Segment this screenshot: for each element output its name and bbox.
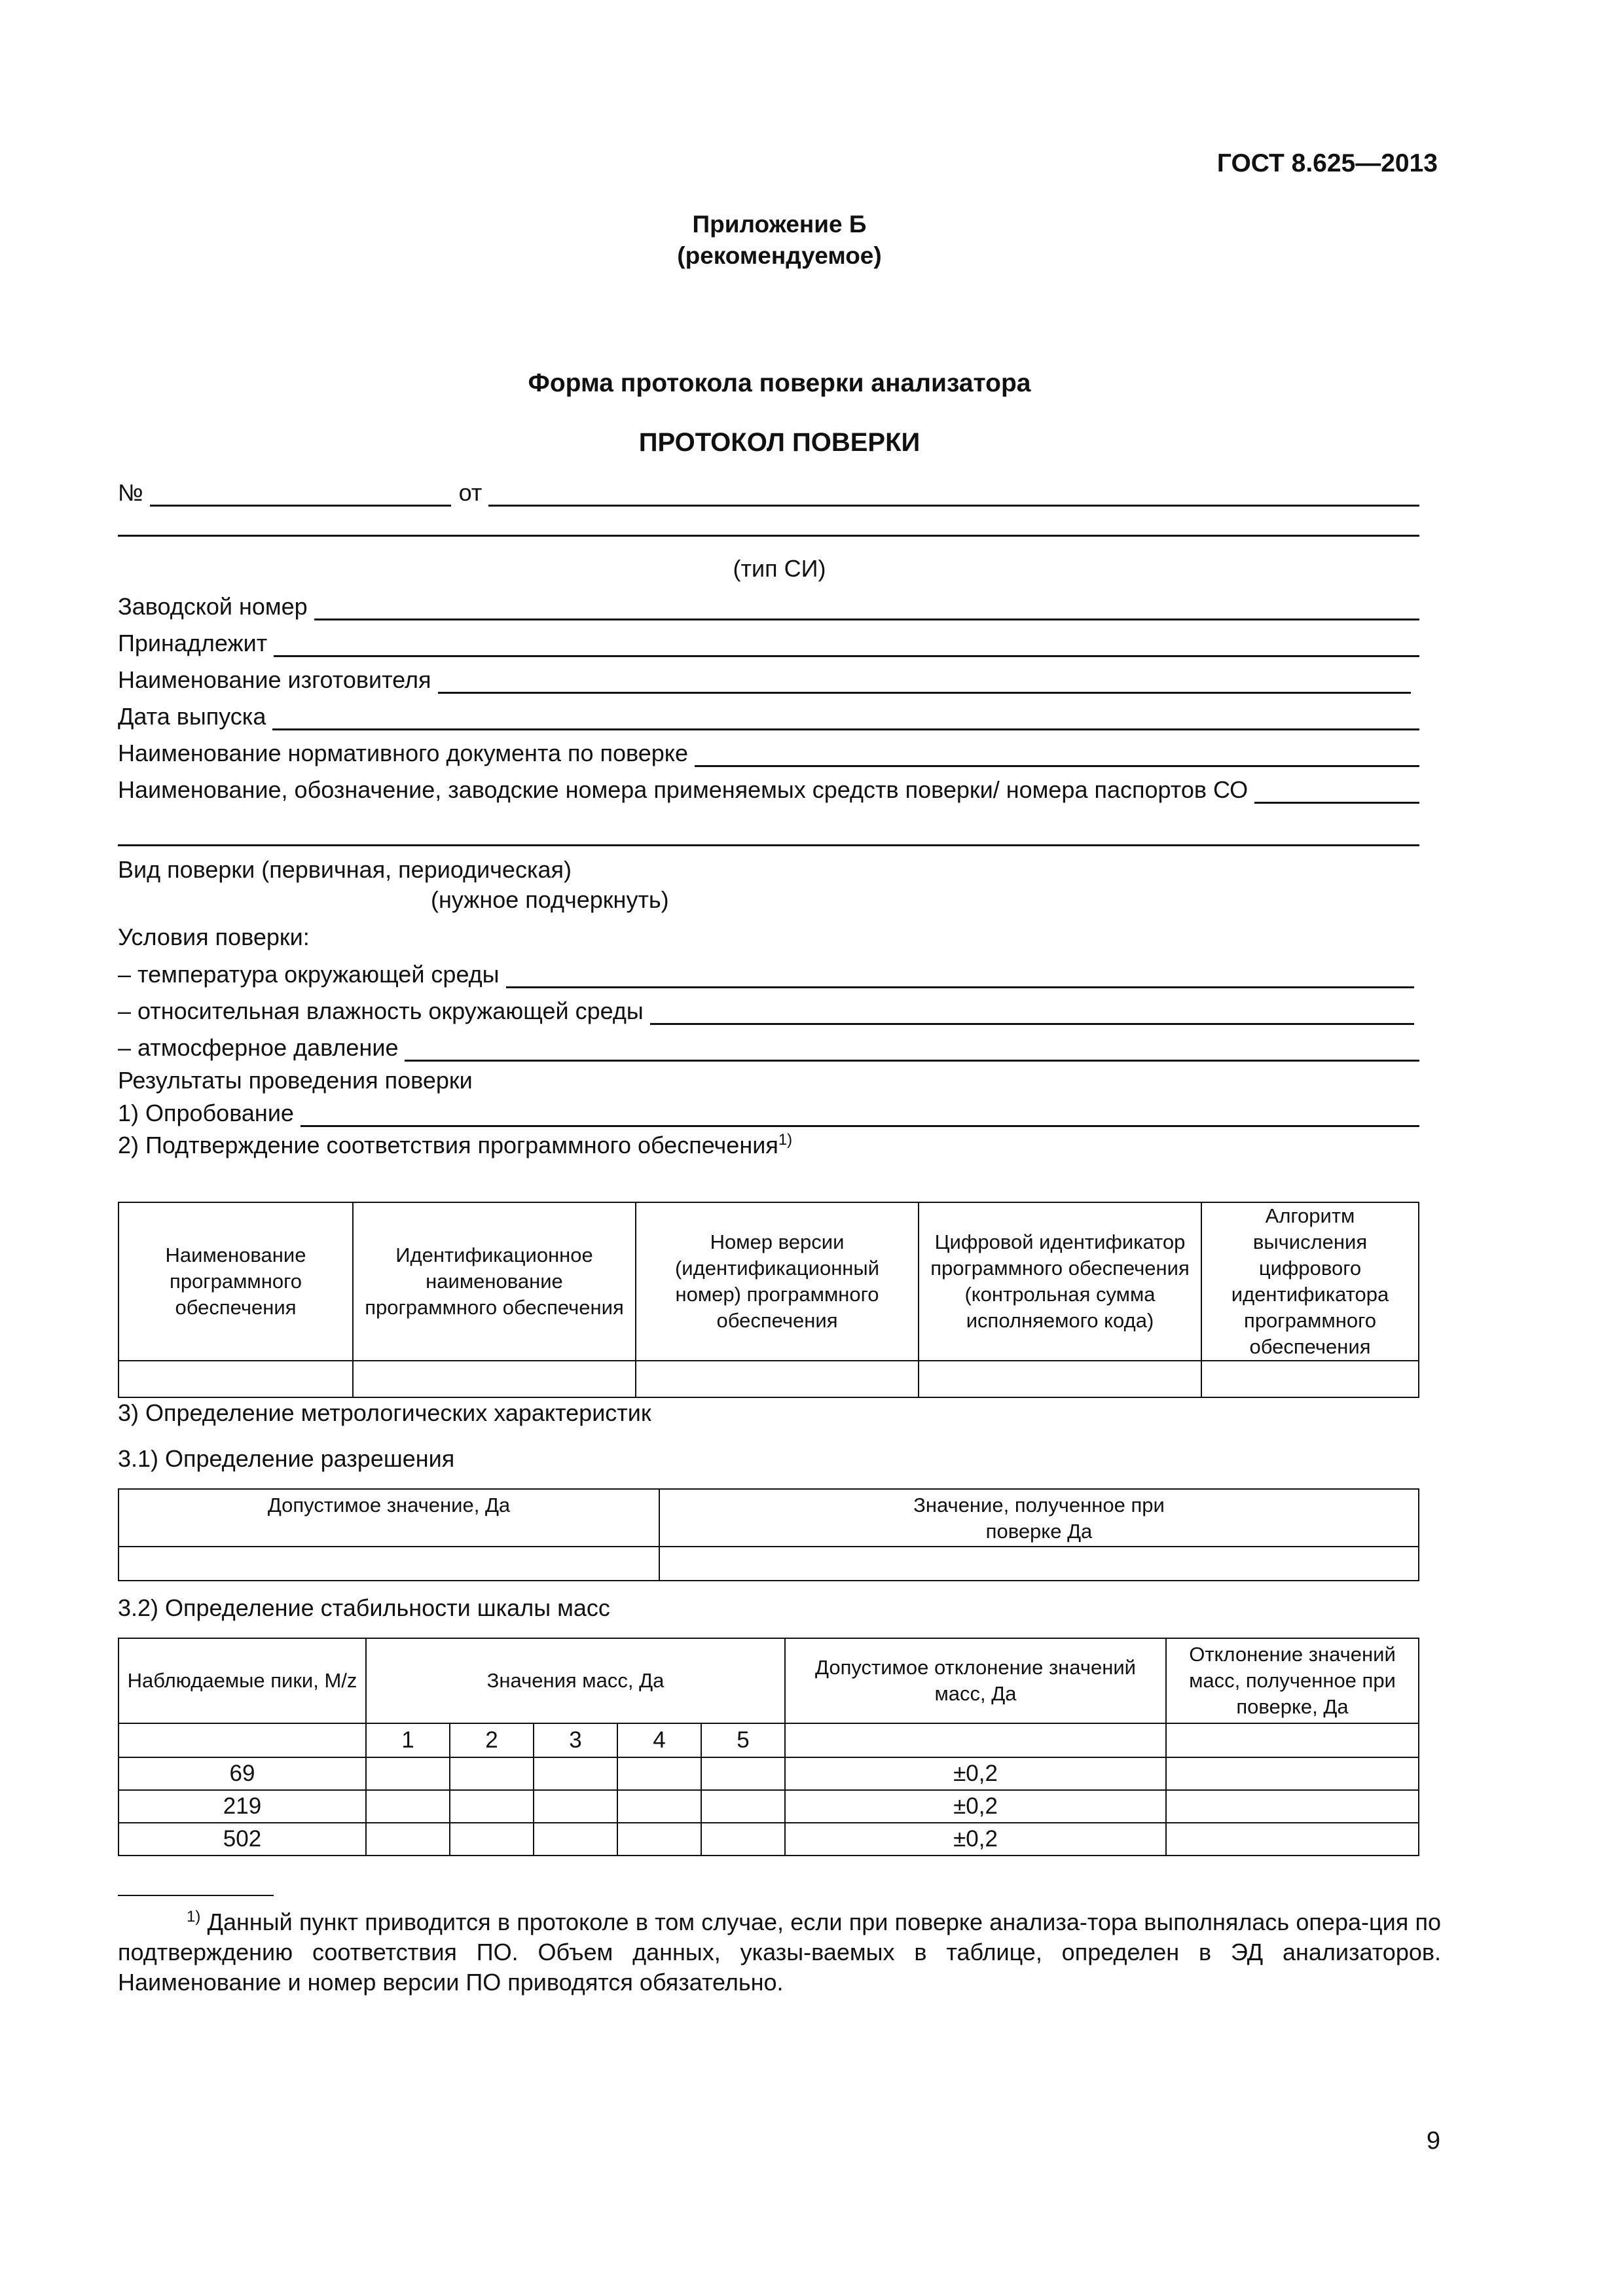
input-cell[interactable] (1201, 1361, 1419, 1397)
header-cell: Значения масс, Да (366, 1638, 785, 1723)
footnote-text: Данный пункт приводится в протоколе в том случае, если при поверке анализа-тора выполнялась опера-ция по подтверждению соответствия ПО. Объем данных, указы-ваемых в таблице, определен в ЭД анализаторов. Наименование и номер версии ПО приводятся обязательно. (118, 1909, 1441, 1996)
humidity-field[interactable] (650, 1003, 1414, 1025)
verification-means-field[interactable] (1254, 782, 1419, 804)
header-cell: Номер версии (идентификационный номер) программного обеспечения (636, 1202, 919, 1361)
footnote-rule (118, 1895, 274, 1896)
input-cell[interactable] (701, 1757, 785, 1790)
owner-field[interactable] (274, 636, 1419, 657)
input-cell[interactable] (366, 1790, 450, 1823)
peak-cell: 502 (119, 1823, 366, 1856)
results-label: Результаты проведения поверки (118, 1067, 473, 1094)
protocol-number-line (118, 478, 1419, 507)
serial-number-field[interactable] (314, 599, 1419, 620)
type-caption: (тип СИ) (733, 555, 826, 582)
mass-table (118, 1638, 1419, 1856)
input-cell[interactable] (450, 1790, 534, 1823)
header-cell: Идентификационное наименование программного обеспечения (353, 1202, 636, 1361)
table-row (119, 1757, 1419, 1790)
software-table (118, 1202, 1419, 1398)
field-label: Наименование, обозначение, заводские номера применяемых средств поверки/ номера паспортов СО (118, 776, 1249, 803)
serial-number-line (118, 592, 1419, 620)
peak-cell: 69 (119, 1757, 366, 1790)
humidity-line (118, 996, 1414, 1025)
header-cell: Допустимое значение, Да (119, 1489, 659, 1547)
normative-document-field[interactable] (695, 745, 1419, 767)
verification-means-line (118, 775, 1419, 804)
input-cell[interactable] (353, 1361, 636, 1397)
input-cell[interactable] (534, 1790, 617, 1823)
header-cell: Наблюдаемые пики, M/z (119, 1638, 366, 1723)
page-number: 9 (1426, 2127, 1440, 2155)
table-row (119, 1823, 1419, 1856)
input-cell[interactable] (617, 1823, 701, 1856)
sub-column: 1 (366, 1723, 450, 1757)
header-cell: Допустимое отклонение значений масс, Да (785, 1638, 1166, 1723)
header-cell: Алгоритм вычисления цифрового идентификатора программного обеспечения (1201, 1202, 1419, 1361)
sub-column: 2 (450, 1723, 534, 1757)
pressure-field[interactable] (405, 1040, 1419, 1062)
testing-line (118, 1098, 1419, 1127)
tolerance-cell: ±0,2 (785, 1790, 1166, 1823)
footnote-marker: 1) (187, 1908, 201, 1926)
field-label: Заводской номер (118, 593, 308, 620)
software-section-label (118, 1131, 792, 1159)
input-cell[interactable] (534, 1757, 617, 1790)
header-text: Значение, полученное при поверке Да (913, 1494, 1165, 1543)
sub-column: 3 (534, 1723, 617, 1757)
sub-column: 4 (617, 1723, 701, 1757)
testing-label: 1) Опробование (118, 1100, 294, 1126)
software-label: 2) Подтверждение соответствия программного обеспечения (118, 1132, 778, 1158)
instrument-type-field[interactable] (118, 535, 1419, 537)
blank-cell (1166, 1723, 1419, 1757)
input-cell[interactable] (1166, 1790, 1419, 1823)
input-cell[interactable] (450, 1757, 534, 1790)
pressure-line (118, 1033, 1419, 1062)
appendix-status: (рекомендуемое) (677, 242, 882, 269)
table-row (119, 1790, 1419, 1823)
number-label: № (118, 479, 143, 506)
verification-means-field-cont[interactable] (118, 844, 1419, 846)
resolution-label: 3.1) Определение разрешения (118, 1445, 455, 1472)
input-cell[interactable] (617, 1757, 701, 1790)
testing-field[interactable] (301, 1105, 1419, 1127)
input-cell[interactable] (919, 1361, 1201, 1397)
form-title: Форма протокола поверки анализатора (528, 369, 1031, 397)
verification-type-label: Вид поверки (первичная, периодическая) (118, 856, 572, 883)
tolerance-cell: ±0,2 (785, 1823, 1166, 1856)
protocol-title: ПРОТОКОЛ ПОВЕРКИ (638, 428, 921, 457)
blank-cell (785, 1723, 1166, 1757)
input-cell[interactable] (534, 1823, 617, 1856)
temperature-line (118, 960, 1414, 988)
header-cell (659, 1489, 1419, 1547)
header-cell: Отклонение значений масс, полученное при поверке, Да (1166, 1638, 1419, 1723)
header-cell: Цифровой идентификатор программного обеспечения (контрольная сумма исполняемого кода) (919, 1202, 1201, 1361)
condition-label: – атмосферное давление (118, 1034, 399, 1061)
input-cell[interactable] (659, 1547, 1419, 1581)
field-label: Наименование изготовителя (118, 666, 431, 693)
owner-line (118, 628, 1419, 657)
input-cell[interactable] (636, 1361, 919, 1397)
input-cell[interactable] (450, 1823, 534, 1856)
field-label: Наименование нормативного документа по поверке (118, 740, 688, 766)
condition-label: – температура окружающей среды (118, 961, 500, 988)
stability-label: 3.2) Определение стабильности шкалы масс (118, 1594, 610, 1621)
standard-designation: ГОСТ 8.625—2013 (1216, 149, 1438, 177)
input-cell[interactable] (701, 1790, 785, 1823)
blank-cell (119, 1723, 366, 1757)
temperature-field[interactable] (506, 967, 1414, 988)
footnote (118, 1902, 1441, 1998)
release-date-field[interactable] (272, 709, 1419, 730)
number-field[interactable] (150, 485, 451, 507)
input-cell[interactable] (701, 1823, 785, 1856)
tolerance-cell: ±0,2 (785, 1757, 1166, 1790)
manufacturer-line (118, 665, 1411, 694)
input-cell[interactable] (1166, 1757, 1419, 1790)
manufacturer-field[interactable] (438, 672, 1412, 694)
release-date-line (118, 702, 1419, 730)
input-cell[interactable] (366, 1757, 450, 1790)
field-label: Дата выпуска (118, 703, 266, 730)
resolution-table (118, 1488, 1419, 1581)
footnote-ref: 1) (778, 1131, 793, 1149)
condition-label: – относительная влажность окружающей среды (118, 997, 644, 1024)
metrology-label: 3) Определение метрологических характеристик (118, 1399, 651, 1426)
input-cell[interactable] (119, 1547, 659, 1581)
header-cell: Наименование программного обеспечения (119, 1202, 353, 1361)
input-cell[interactable] (617, 1790, 701, 1823)
field-label: Принадлежит (118, 630, 268, 656)
peak-cell: 219 (119, 1790, 366, 1823)
sub-column: 5 (701, 1723, 785, 1757)
normative-document-line (118, 738, 1419, 767)
input-cell[interactable] (1166, 1823, 1419, 1856)
conditions-label: Условия поверки: (118, 924, 310, 950)
appendix-title: Приложение Б (692, 211, 867, 238)
input-cell[interactable] (119, 1361, 353, 1397)
input-cell[interactable] (366, 1823, 450, 1856)
verification-type-hint: (нужное подчеркнуть) (431, 886, 669, 913)
date-field[interactable] (488, 485, 1419, 507)
from-label: от (458, 479, 483, 506)
